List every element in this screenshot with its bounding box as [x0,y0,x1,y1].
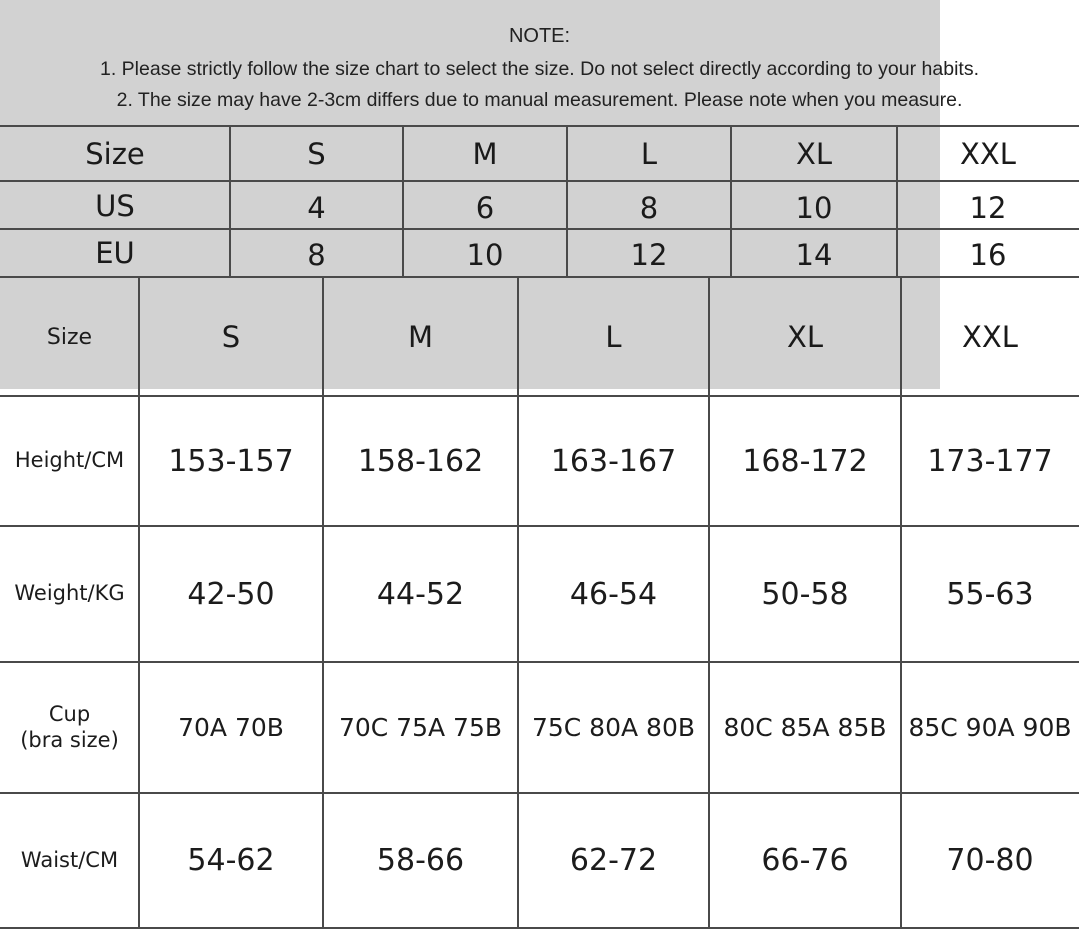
cup-row-cell [518,662,709,793]
row-label-text: Size [46,324,93,350]
measure-value: 58-66 [376,843,465,878]
measure-value: 50-58 [761,576,849,612]
waist-row-cell [139,793,323,928]
cup-sublabel-line: (bra size) [20,727,119,752]
measure-value: 70-80 [946,843,1034,878]
table2-row-divider [0,792,1079,794]
weight-row-cell [323,526,518,662]
weight-row-cell [518,526,709,662]
cup-row-cell [709,662,901,793]
conversion-value: 8 [639,190,659,225]
conversion-cell [230,182,403,229]
conversion-value: 10 [466,238,504,272]
conversion-value: 12 [969,190,1007,225]
measure-value: S [221,320,241,354]
size-header-row-cell [709,278,901,396]
conversion-value: L [640,137,658,171]
conversion-value: 8 [307,238,326,272]
height-row-cell [323,396,518,526]
conversion-cell [403,126,567,182]
table2-row-divider [0,395,1079,397]
measure-value: 153-157 [168,443,294,479]
conversion-value: 12 [630,238,668,272]
size-header-row-cell [139,278,323,396]
waist-row-label [0,793,139,928]
conversion-value: S [307,137,326,171]
table2-row-divider [0,661,1079,663]
row-label-text: Waist/CM [20,847,119,872]
conversion-cell [403,229,567,277]
measure-value: 55-63 [946,576,1034,612]
measure-value: 42-50 [187,576,275,612]
conversion-cell [731,229,897,277]
conversion-value: M [472,137,498,171]
row-label-text: Weight/KG [14,581,125,606]
measure-value: 80C 85A 85B [723,713,887,742]
conversion-cell [731,182,897,229]
height-row-cell [139,396,323,526]
measure-value: 66-76 [761,843,849,878]
cup-row-cell [139,662,323,793]
measure-value: 158-162 [357,443,484,479]
size-header-row-label [0,278,139,396]
conversion-label-text: Size [85,137,145,171]
conversion-cell [567,126,731,182]
measure-value: XL [786,320,824,354]
height-row-cell [901,396,1079,526]
waist-row-cell [518,793,709,928]
table2-column-divider [900,278,902,928]
waist-row-cell [709,793,901,928]
note-line-2: 2. The size may have 2-3cm differs due to manual measurement. Please note when you measure. [116,89,963,111]
conversion-value: 16 [969,238,1007,272]
measure-value: 85C 90A 90B [908,713,1072,742]
size-header-row-cell [901,278,1079,396]
weight-row-cell [709,526,901,662]
conversion-value: XL [795,137,833,171]
measure-value: M [407,320,434,354]
conversion-label-text: EU [95,236,135,270]
measure-value: 62-72 [569,843,658,878]
conversion-cell [897,126,1079,182]
measure-value: 163-167 [550,443,677,479]
note-title: NOTE: [508,25,571,47]
table2-row-divider [0,525,1079,527]
conversion-value: 14 [795,238,833,272]
cup-label-line: Cup [48,702,91,727]
measure-value: 54-62 [187,843,275,878]
measure-value: 168-172 [742,443,868,479]
weight-row-cell [901,526,1079,662]
conversion-cell [567,182,731,229]
conversion-cell [567,229,731,277]
conversion-value: 10 [795,190,833,225]
conversion-cell [731,126,897,182]
conversion-row-label [0,182,230,229]
height-row-label [0,396,139,526]
table2-column-divider [322,278,324,928]
cup-row-cell [323,662,518,793]
cup-row-label [0,662,139,793]
table2-bottom-border [0,927,1079,929]
conversion-cell [230,126,403,182]
conversion-value: 6 [475,190,495,225]
measure-value: 75C 80A 80B [531,713,696,742]
measure-value: 46-54 [569,576,658,612]
measure-value: 44-52 [376,576,465,612]
conversion-value: 4 [307,190,326,225]
size-header-row-cell [518,278,709,396]
measure-value: 70C 75A 75B [338,713,503,742]
note-line-1: 1. Please strictly follow the size chart to select the size. Do not select directly according to your habits. [100,58,979,80]
conversion-cell [403,182,567,229]
measure-value: 70A 70B [178,713,284,742]
conversion-row-label [0,126,230,182]
conversion-cell [230,229,403,277]
measure-value: L [605,320,622,354]
table2-column-divider [138,278,140,928]
cup-row-cell [901,662,1079,793]
table2-column-divider [708,278,710,928]
conversion-label-text: US [95,188,135,223]
conversion-cell [897,182,1079,229]
weight-row-label [0,526,139,662]
waist-row-cell [901,793,1079,928]
row-label-text: Height/CM [14,448,125,473]
measure-value: 173-177 [927,443,1053,479]
waist-row-cell [323,793,518,928]
height-row-cell [518,396,709,526]
measure-value: XXL [962,320,1018,354]
table2-column-divider [517,278,519,928]
conversion-cell [897,229,1079,277]
size-header-row-cell [323,278,518,396]
conversion-value: XXL [960,137,1016,171]
weight-row-cell [139,526,323,662]
conversion-row-label [0,229,230,277]
height-row-cell [709,396,901,526]
